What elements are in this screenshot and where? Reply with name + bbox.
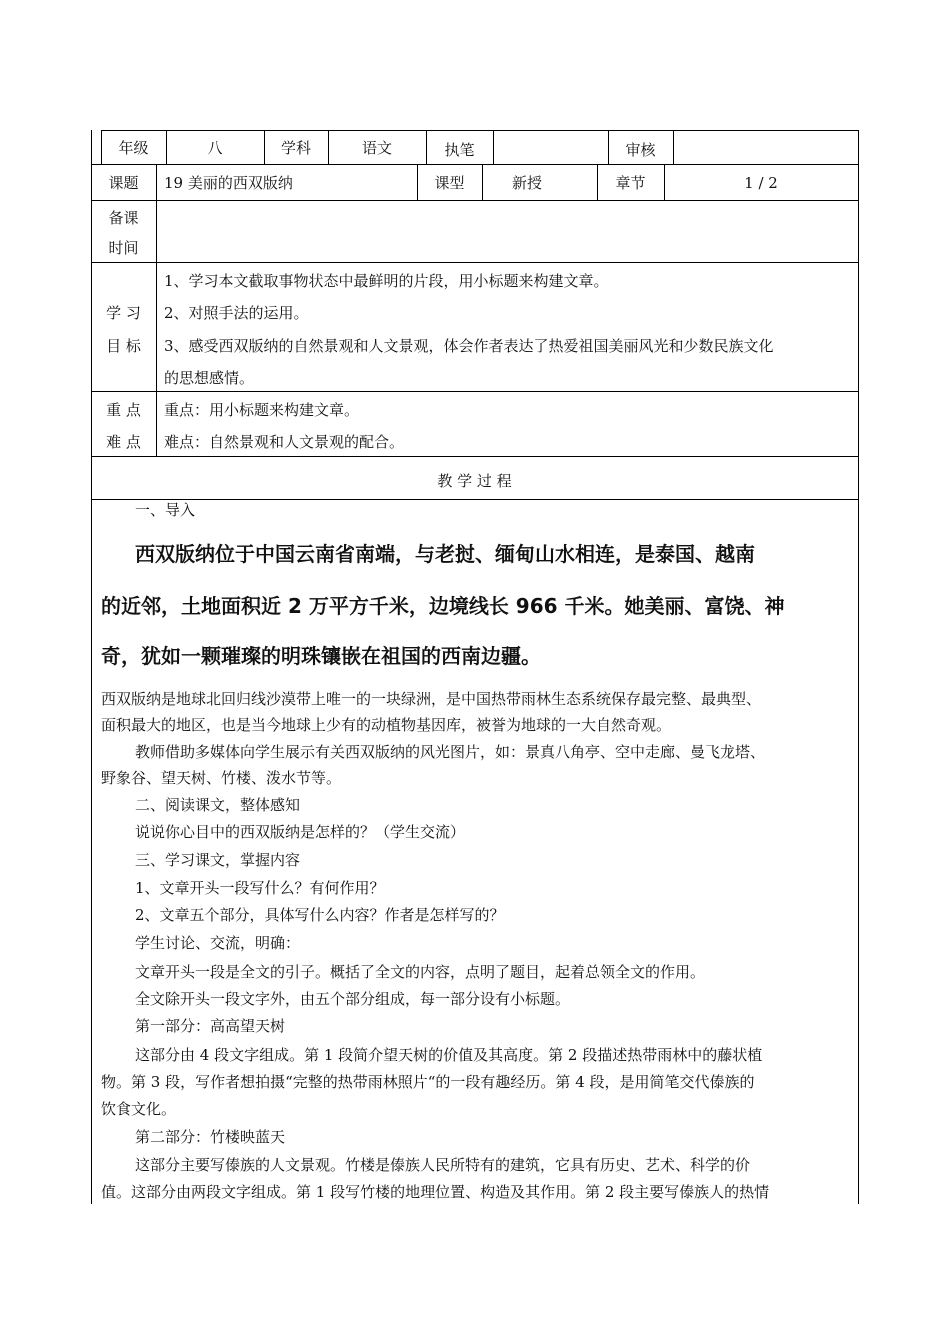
- hline-goals: [91, 391, 858, 392]
- para-line-17: 第二部分：竹楼映蓝天: [135, 1128, 286, 1146]
- prep-label-line1: 备课: [108, 209, 139, 227]
- key-focus: 重点：用小标题来构建文章。: [164, 401, 360, 419]
- goal-item-3-cont: 的思想感情。: [164, 369, 255, 387]
- subject-value: 语文: [361, 139, 392, 157]
- goals-label-line2: 目 标: [106, 337, 141, 355]
- goal-item-1: 1、学习本文截取事物状态中最鲜明的片段，用小标题来构建文章。: [164, 272, 609, 290]
- topic-label: 课题: [108, 174, 139, 192]
- hline-prep: [91, 262, 858, 263]
- vline-r2-1: [156, 164, 157, 200]
- chapter-value: 1 / 2: [744, 174, 778, 192]
- keys-label-line2: 难 点: [106, 433, 141, 451]
- table-border-left: [91, 130, 92, 1204]
- para-line-8: 1、文章开头一段写什么？有何作用？: [135, 879, 385, 897]
- bold-line-2: 的近邻，土地面积近 2 万平方千米，边境线长 966 千米。她美丽、富饶、神: [101, 594, 785, 618]
- para-line-18: 这部分主要写傣族的人文景观。竹楼是傣族人民所特有的建筑，它具有历史、艺术、科学的价: [135, 1156, 751, 1174]
- para-line-4: 野象谷、望天树、竹楼、泼水节等。: [101, 769, 342, 787]
- key-difficulty: 难点：自然景观和人文景观的配合。: [164, 433, 405, 451]
- subject-label: 学科: [280, 139, 311, 157]
- para-line-9: 2、文章五个部分，具体写什么内容？作者是怎样写的？: [135, 906, 505, 924]
- para-line-5: 二、阅读课文，整体感知: [135, 796, 301, 814]
- para-line-16: 饮食文化。: [101, 1100, 177, 1118]
- bold-line-1: 西双版纳位于中国云南省南端，与老挝、缅甸山水相连，是泰国、越南: [135, 542, 755, 566]
- para-line-12: 全文除开头一段文字外，由五个部分组成，每一部分设有小标题。: [135, 990, 571, 1008]
- hline-process: [91, 499, 858, 500]
- hline-row1: [91, 164, 858, 165]
- topic-value: 19 美丽的西双版纳: [164, 174, 293, 192]
- para-line-7: 三、学习课文，掌握内容: [135, 851, 301, 869]
- prep-label-line2: 时间: [108, 239, 139, 257]
- hline-top: [101, 130, 858, 131]
- table-border-right: [858, 130, 859, 1204]
- type-label: 课型: [434, 174, 465, 192]
- para-line-1: 西双版纳是地球北回归线沙漠带上唯一的一块绿洲，是中国热带雨林生态系统保存最完整、最典型、: [101, 690, 762, 708]
- goals-label-line1: 学 习: [106, 304, 141, 322]
- goal-item-3: 3、感受西双版纳的自然景观和人文景观，体会作者表达了热爱祖国美丽风光和少数民族文化: [164, 337, 774, 355]
- bold-line-3: 奇，犹如一颗璀璨的明珠镶嵌在祖国的西南边疆。: [101, 644, 541, 668]
- author-label: 执笔: [444, 141, 475, 159]
- para-line-6: 说说你心目中的西双版纳是怎样的？（学生交流）: [135, 823, 466, 841]
- vline-label-col: [156, 200, 157, 456]
- hline-row2: [91, 200, 858, 201]
- grade-value: 八: [207, 139, 223, 157]
- type-value: 新授: [511, 174, 542, 192]
- review-label: 审核: [625, 141, 656, 159]
- para-line-14: 这部分由 4 段文字组成。第 1 段简介望天树的价值及其高度。第 2 段描述热带雨林中的藤状植: [135, 1046, 763, 1064]
- grade-label: 年级: [118, 139, 149, 157]
- para-line-10: 学生讨论、交流，明确：: [135, 934, 301, 952]
- para-line-15: 物。第 3 段，写作者想拍摄“完整的热带雨林照片“的一段有趣经历。第 4 段，是用简笔交代傣族的: [101, 1073, 755, 1091]
- para-line-3: 教师借助多媒体向学生展示有关西双版纳的风光图片，如：景真八角亭、空中走廊、曼飞龙塔、: [135, 743, 766, 761]
- goal-item-2: 2、对照手法的运用。: [164, 304, 309, 322]
- intro-heading: 一、导入: [135, 501, 196, 519]
- vline-r1-7: [673, 130, 674, 164]
- para-line-13: 第一部分：高高望天树: [135, 1017, 286, 1035]
- keys-label-line1: 重 点: [106, 401, 141, 419]
- hline-keys: [91, 456, 858, 457]
- vline-r1-5: [493, 130, 494, 164]
- chapter-label: 章节: [615, 174, 646, 192]
- process-title: 教 学 过 程: [437, 472, 512, 490]
- para-line-11: 文章开头一段是全文的引子。概括了全文的内容，点明了题目，起着总领全文的作用。: [135, 963, 706, 981]
- para-line-2: 面积最大的地区，也是当今地球上少有的动植物基因库，被誉为地球的一大自然奇观。: [101, 716, 672, 734]
- para-line-19: 值。这部分由两段文字组成。第 1 段写竹楼的地理位置、构造及其作用。第 2 段主要写傣族人的热情: [101, 1183, 770, 1201]
